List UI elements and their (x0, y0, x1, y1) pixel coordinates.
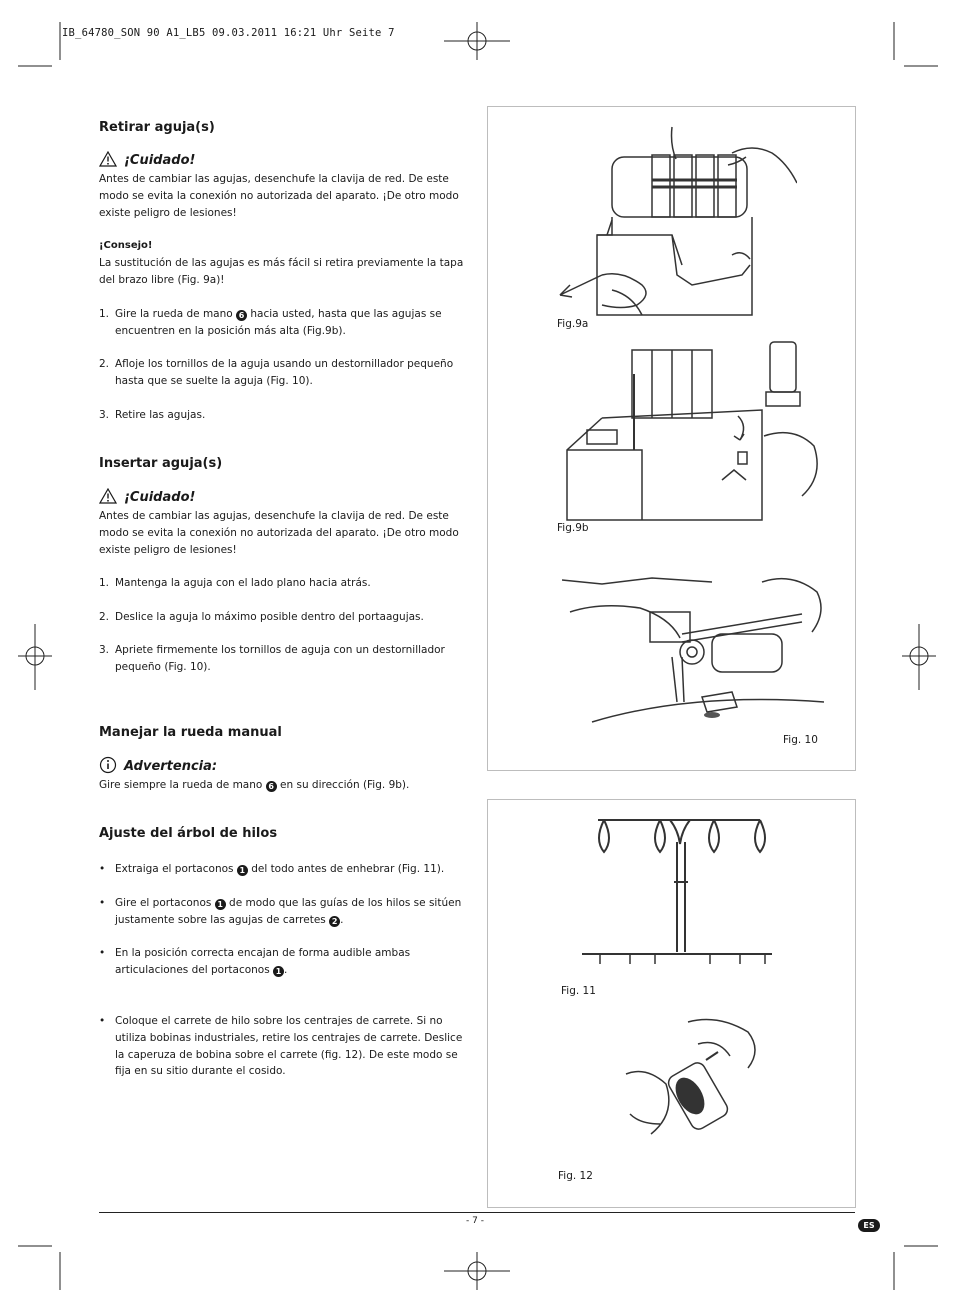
caution-title-1: ¡Cuidado! (124, 153, 196, 168)
heading-ajuste: Ajuste del árbol de hilos (99, 826, 278, 841)
ajuste-bullet-3: • En la posición correcta encajan de forma audible ambas articulaciones del portaconos 1 . (99, 947, 411, 976)
fig9b-illustration (562, 340, 820, 530)
caption-fig9b: Fig.9b (557, 522, 589, 534)
caption-fig10: Fig. 10 (783, 734, 818, 746)
badge-6-icon: 6 (266, 781, 277, 792)
retirar-step-1: 1. Gire la rueda de mano 6 hacia usted, hasta que las agujas se encuentren en la posición más alta (Fig.9b). (99, 308, 442, 337)
tip-title: ¡Consejo! (99, 240, 153, 251)
warning-triangle-icon (99, 488, 117, 504)
badge-1-icon: 1 (215, 899, 226, 910)
insertar-step-2: 2. Deslice la aguja lo máximo posible dentro del portaagujas. (99, 611, 424, 623)
badge-1-icon: 1 (273, 966, 284, 977)
badge-6-icon: 6 (236, 310, 247, 321)
caution-title-2: ¡Cuidado! (124, 490, 196, 505)
fig11-illustration (560, 812, 800, 972)
caption-fig11: Fig. 11 (561, 985, 596, 997)
fig9a-illustration (552, 125, 797, 325)
caution-text-2: Antes de cambiar las agujas, desenchufe la clavija de red. De este modo se evita la conexión no autorizada del aparato. ¡De otro modo existe peligro de lesiones! (99, 510, 459, 556)
caption-fig12: Fig. 12 (558, 1170, 593, 1182)
warning-triangle-icon (99, 151, 117, 167)
insertar-step-1: 1. Mantenga la aguja con el lado plano hacia atrás. (99, 577, 371, 589)
insertar-step-3: 3. Apriete firmemente los tornillos de aguja con un destornillador pequeño (Fig. 10). (99, 644, 445, 673)
caution-text-1: Antes de cambiar las agujas, desenchufe la clavija de red. De este modo se evita la conexión no autorizada del aparato. ¡De otro modo existe peligro de lesiones! (99, 173, 459, 219)
badge-2-icon: 2 (329, 916, 340, 927)
note-title: Advertencia: (124, 759, 218, 774)
heading-manejar: Manejar la rueda manual (99, 725, 282, 740)
page-number: - 7 - (466, 1216, 484, 1226)
print-slug: IB_64780_SON 90 A1_LB5 09.03.2011 16:21 Uhr Seite 7 (62, 27, 395, 39)
heading-retirar: Retirar aguja(s) (99, 120, 215, 135)
info-circle-icon (99, 756, 117, 774)
fig10-illustration (562, 572, 824, 732)
ajuste-bullet-2: • Gire el portaconos 1 de modo que las guías de los hilos se sitúen justamente sobre las agujas de carretes 2 . (99, 897, 462, 926)
heading-insertar: Insertar aguja(s) (99, 456, 223, 471)
retirar-step-2: 2. Afloje los tornillos de la aguja usando un destornillador pequeño hasta que se suelte la aguja (Fig. 10). (99, 358, 454, 387)
footer-rule (99, 1212, 855, 1213)
note-text: Gire siempre la rueda de mano 6 en su dirección (Fig. 9b). (99, 779, 410, 791)
ajuste-bullet-1: • Extraiga el portaconos 1 del todo antes de enhebrar (Fig. 11). (99, 863, 445, 875)
badge-1-icon: 1 (237, 865, 248, 876)
language-badge: ES (858, 1219, 880, 1232)
ajuste-bullet-4: • Coloque el carrete de hilo sobre los centrajes de carrete. Si no utiliza bobinas industriales, retire los centrajes de carrete. Deslice la caperuza de bobina sobre el carrete (fig. 12). De este modo se fija en su sitio durante el cosido. (99, 1015, 463, 1078)
retirar-step-3: 3. Retire las agujas. (99, 409, 206, 421)
fig12-illustration (618, 1014, 768, 1144)
tip-text: La sustitución de las agujas es más fácil si retira previamente la tapa del brazo libre (Fig. 9a)! (99, 257, 464, 286)
caption-fig9a: Fig.9a (557, 318, 589, 330)
